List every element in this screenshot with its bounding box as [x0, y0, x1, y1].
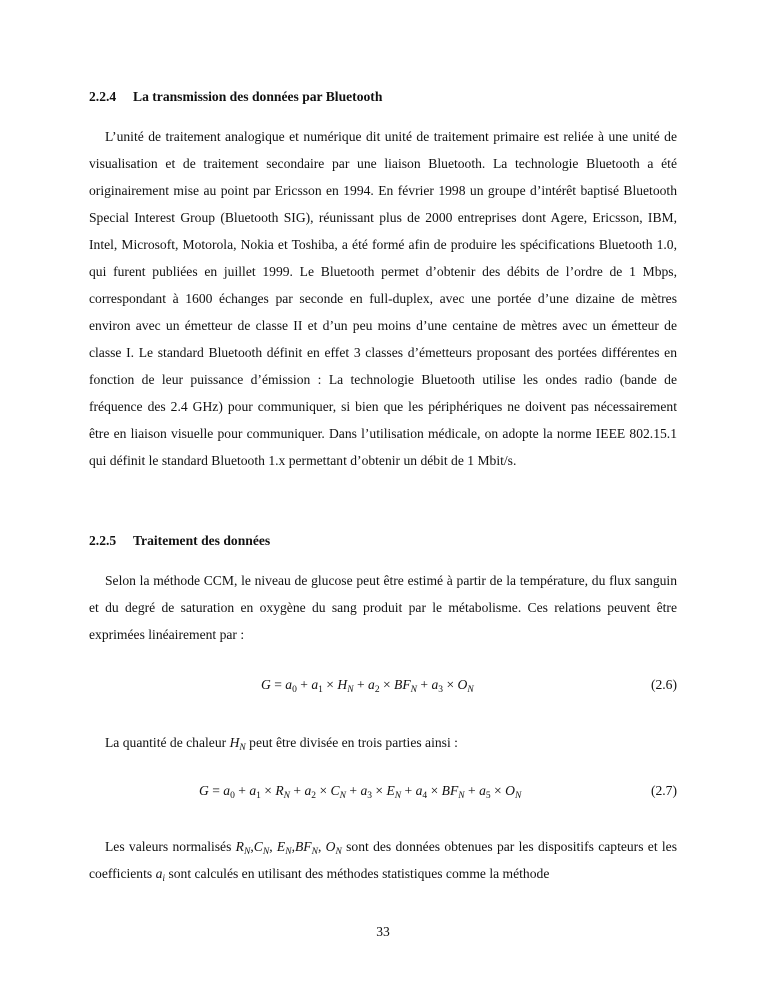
- coefficient-subscript: 0: [230, 790, 235, 801]
- coefficient: a: [304, 783, 312, 798]
- coefficient: a: [431, 677, 439, 692]
- variable-subscript: N: [347, 684, 354, 695]
- math-variable: [294, 839, 318, 857]
- math-variable: [325, 839, 342, 857]
- variable-subscript: N: [285, 846, 292, 857]
- separator: ,: [317, 839, 326, 854]
- variable: BF: [394, 677, 411, 692]
- math-variable: $H_N$: [229, 735, 246, 753]
- ccm-paragraph: Selon la méthode CCM, le niveau de glucose peut être estimé à partir de la température, du flux sanguin et du degré de saturation en oxygène du sang produit par le métabolisme. Ces relations peuvent être exprimées linéairement par :: [89, 573, 677, 642]
- variable: C: [253, 839, 263, 854]
- variable: H: [337, 677, 348, 692]
- coefficient: a: [285, 677, 293, 692]
- section-number: 2.2.4: [89, 89, 117, 104]
- separator: ,: [250, 839, 254, 854]
- variable-list: [235, 839, 342, 857]
- variable-subscript: N: [458, 790, 465, 801]
- plus-sign: +: [290, 783, 305, 798]
- variable: BF: [294, 839, 312, 854]
- plus-sign: +: [417, 677, 432, 692]
- times-sign: ×: [322, 677, 338, 692]
- math-variable: [276, 839, 292, 857]
- separator: ,: [269, 839, 277, 854]
- equation-lhs: G: [261, 677, 271, 692]
- variable: O: [505, 783, 515, 798]
- math-variable: [235, 839, 254, 857]
- plus-sign: +: [401, 783, 416, 798]
- heat-paragraph: [89, 729, 677, 756]
- variable-subscript: N: [410, 684, 418, 695]
- text: La quantité de chaleur: [105, 735, 227, 750]
- text: peut être divisée en trois parties ainsi :: [249, 735, 458, 750]
- equation-lhs: G: [199, 783, 209, 798]
- variable-subscript: N: [514, 790, 522, 801]
- coefficient: a: [223, 783, 231, 798]
- variable: E: [386, 783, 395, 798]
- coefficient: a: [360, 783, 368, 798]
- text: sont calculés en utilisant des méthodes statistiques comme la méthode: [168, 866, 550, 881]
- equation-number: (2.6): [650, 677, 677, 692]
- math-variable: [253, 839, 270, 857]
- section-heading-2-2-5: [89, 533, 270, 549]
- equals-sign: =: [208, 783, 224, 798]
- equation-body: [261, 677, 474, 693]
- page-number: 33: [376, 924, 390, 939]
- equation-2-6: [89, 677, 677, 697]
- equation-2-7: [89, 783, 677, 803]
- plus-sign: +: [345, 783, 361, 798]
- times-sign: ×: [427, 783, 442, 798]
- plus-sign: +: [464, 783, 480, 798]
- section-title: La transmission des données par Bluetooth: [133, 89, 383, 104]
- coefficient: a: [311, 677, 319, 692]
- variable: E: [276, 839, 286, 854]
- coefficient-subscript: 1: [318, 684, 323, 695]
- variable-subscript: N: [467, 684, 474, 695]
- plus-sign: +: [234, 783, 250, 798]
- variable-subscript: N: [335, 846, 342, 857]
- coefficient: a: [415, 783, 423, 798]
- coefficient-subscript: 2: [374, 684, 380, 695]
- variable-subscript: N: [283, 790, 291, 801]
- text: sont des données obtenues par les dispositifs capteurs et les coefficients: [89, 839, 677, 881]
- variable: C: [330, 783, 340, 798]
- variable-subscript: N: [262, 846, 270, 857]
- normalized-values-paragraph: [89, 833, 677, 887]
- coefficient-subscript: 3: [367, 790, 372, 801]
- variable: O: [325, 839, 336, 854]
- variable-subscript: N: [394, 790, 402, 801]
- variable: BF: [441, 783, 459, 798]
- equation-number: (2.7): [650, 783, 677, 798]
- coefficient: a: [479, 783, 486, 798]
- text: Les valeurs normalisés: [105, 839, 232, 854]
- coefficient-subscript: 4: [422, 790, 428, 801]
- bluetooth-paragraph: L’unité de traitement analogique et numérique dit unité de traitement primaire est reliée à une unité de visualisation et de traitement secondaire par une liaison Bluetooth. La technologie Bluetooth a été originairement mise au point par Ericsson en 1994. En février 1998 un groupe d’intérêt baptisé Bluetooth Special Interest Group (Bluetooth SIG), réunissant plus de 2000 entreprises dont Agere, Ericsson, IBM, Intel, Microsoft, Motorola, Nokia et Toshiba, a été formé afin de produire les spécifications Bluetooth 1.0, qui furent publiées en juillet 1999. Le Bluetooth permet d’obtenir des débits de l’ordre de 1 Mbps, correspondant à 1600 échanges par seconde en full-duplex, avec une portée d’une dizaine de mètres environ avec un émetteur de classe II et d’un peu moins d’une centaine de mètres avec un émetteur de classe I. Le standard Bluetooth définit en effet 3 classes d’émetteurs proposant des portées différentes en fonction de leur puissance d’émission : La technologie Bluetooth utilise les ondes radio (bande de fréquence des 2.4 GHz) pour communiquer, si bien que les périphériques ne doivent pas nécessairement être en liaison visuelle pour communiquer. Dans l’utilisation médicale, on adopte la norme IEEE 802.15.1 qui définit le standard Bluetooth 1.x permettant d’obtenir un débit de 1 Mbit/s.: [89, 129, 677, 468]
- variable: R: [275, 783, 284, 798]
- times-sign: ×: [379, 677, 395, 692]
- coefficient-subscript: 3: [438, 684, 444, 695]
- variable-subscript: N: [339, 790, 346, 801]
- coefficient-subscript: 1: [256, 790, 261, 801]
- variable-subscript: N: [243, 846, 251, 857]
- coefficient-variable: $a_i$: [155, 866, 166, 884]
- times-sign: ×: [443, 677, 458, 692]
- variable-subscript: N: [311, 846, 318, 857]
- equation-body: [199, 783, 521, 799]
- section-title: Traitement des données: [133, 533, 271, 548]
- variable: R: [235, 839, 244, 854]
- times-sign: ×: [372, 783, 387, 798]
- plus-sign: +: [353, 677, 369, 692]
- section-heading-2-2-4: [89, 89, 382, 105]
- coefficient-subscript: 2: [311, 790, 317, 801]
- coefficient: a: [249, 783, 257, 798]
- times-sign: ×: [490, 783, 506, 798]
- coefficient-subscript: 5: [485, 790, 491, 801]
- separator: ,: [291, 839, 295, 854]
- coefficient: a: [368, 677, 375, 692]
- coefficient-subscript: 0: [292, 684, 297, 695]
- times-sign: ×: [260, 783, 276, 798]
- plus-sign: +: [296, 677, 312, 692]
- section-number: 2.2.5: [89, 533, 117, 548]
- equals-sign: =: [270, 677, 286, 692]
- variable: O: [457, 677, 468, 692]
- times-sign: ×: [316, 783, 331, 798]
